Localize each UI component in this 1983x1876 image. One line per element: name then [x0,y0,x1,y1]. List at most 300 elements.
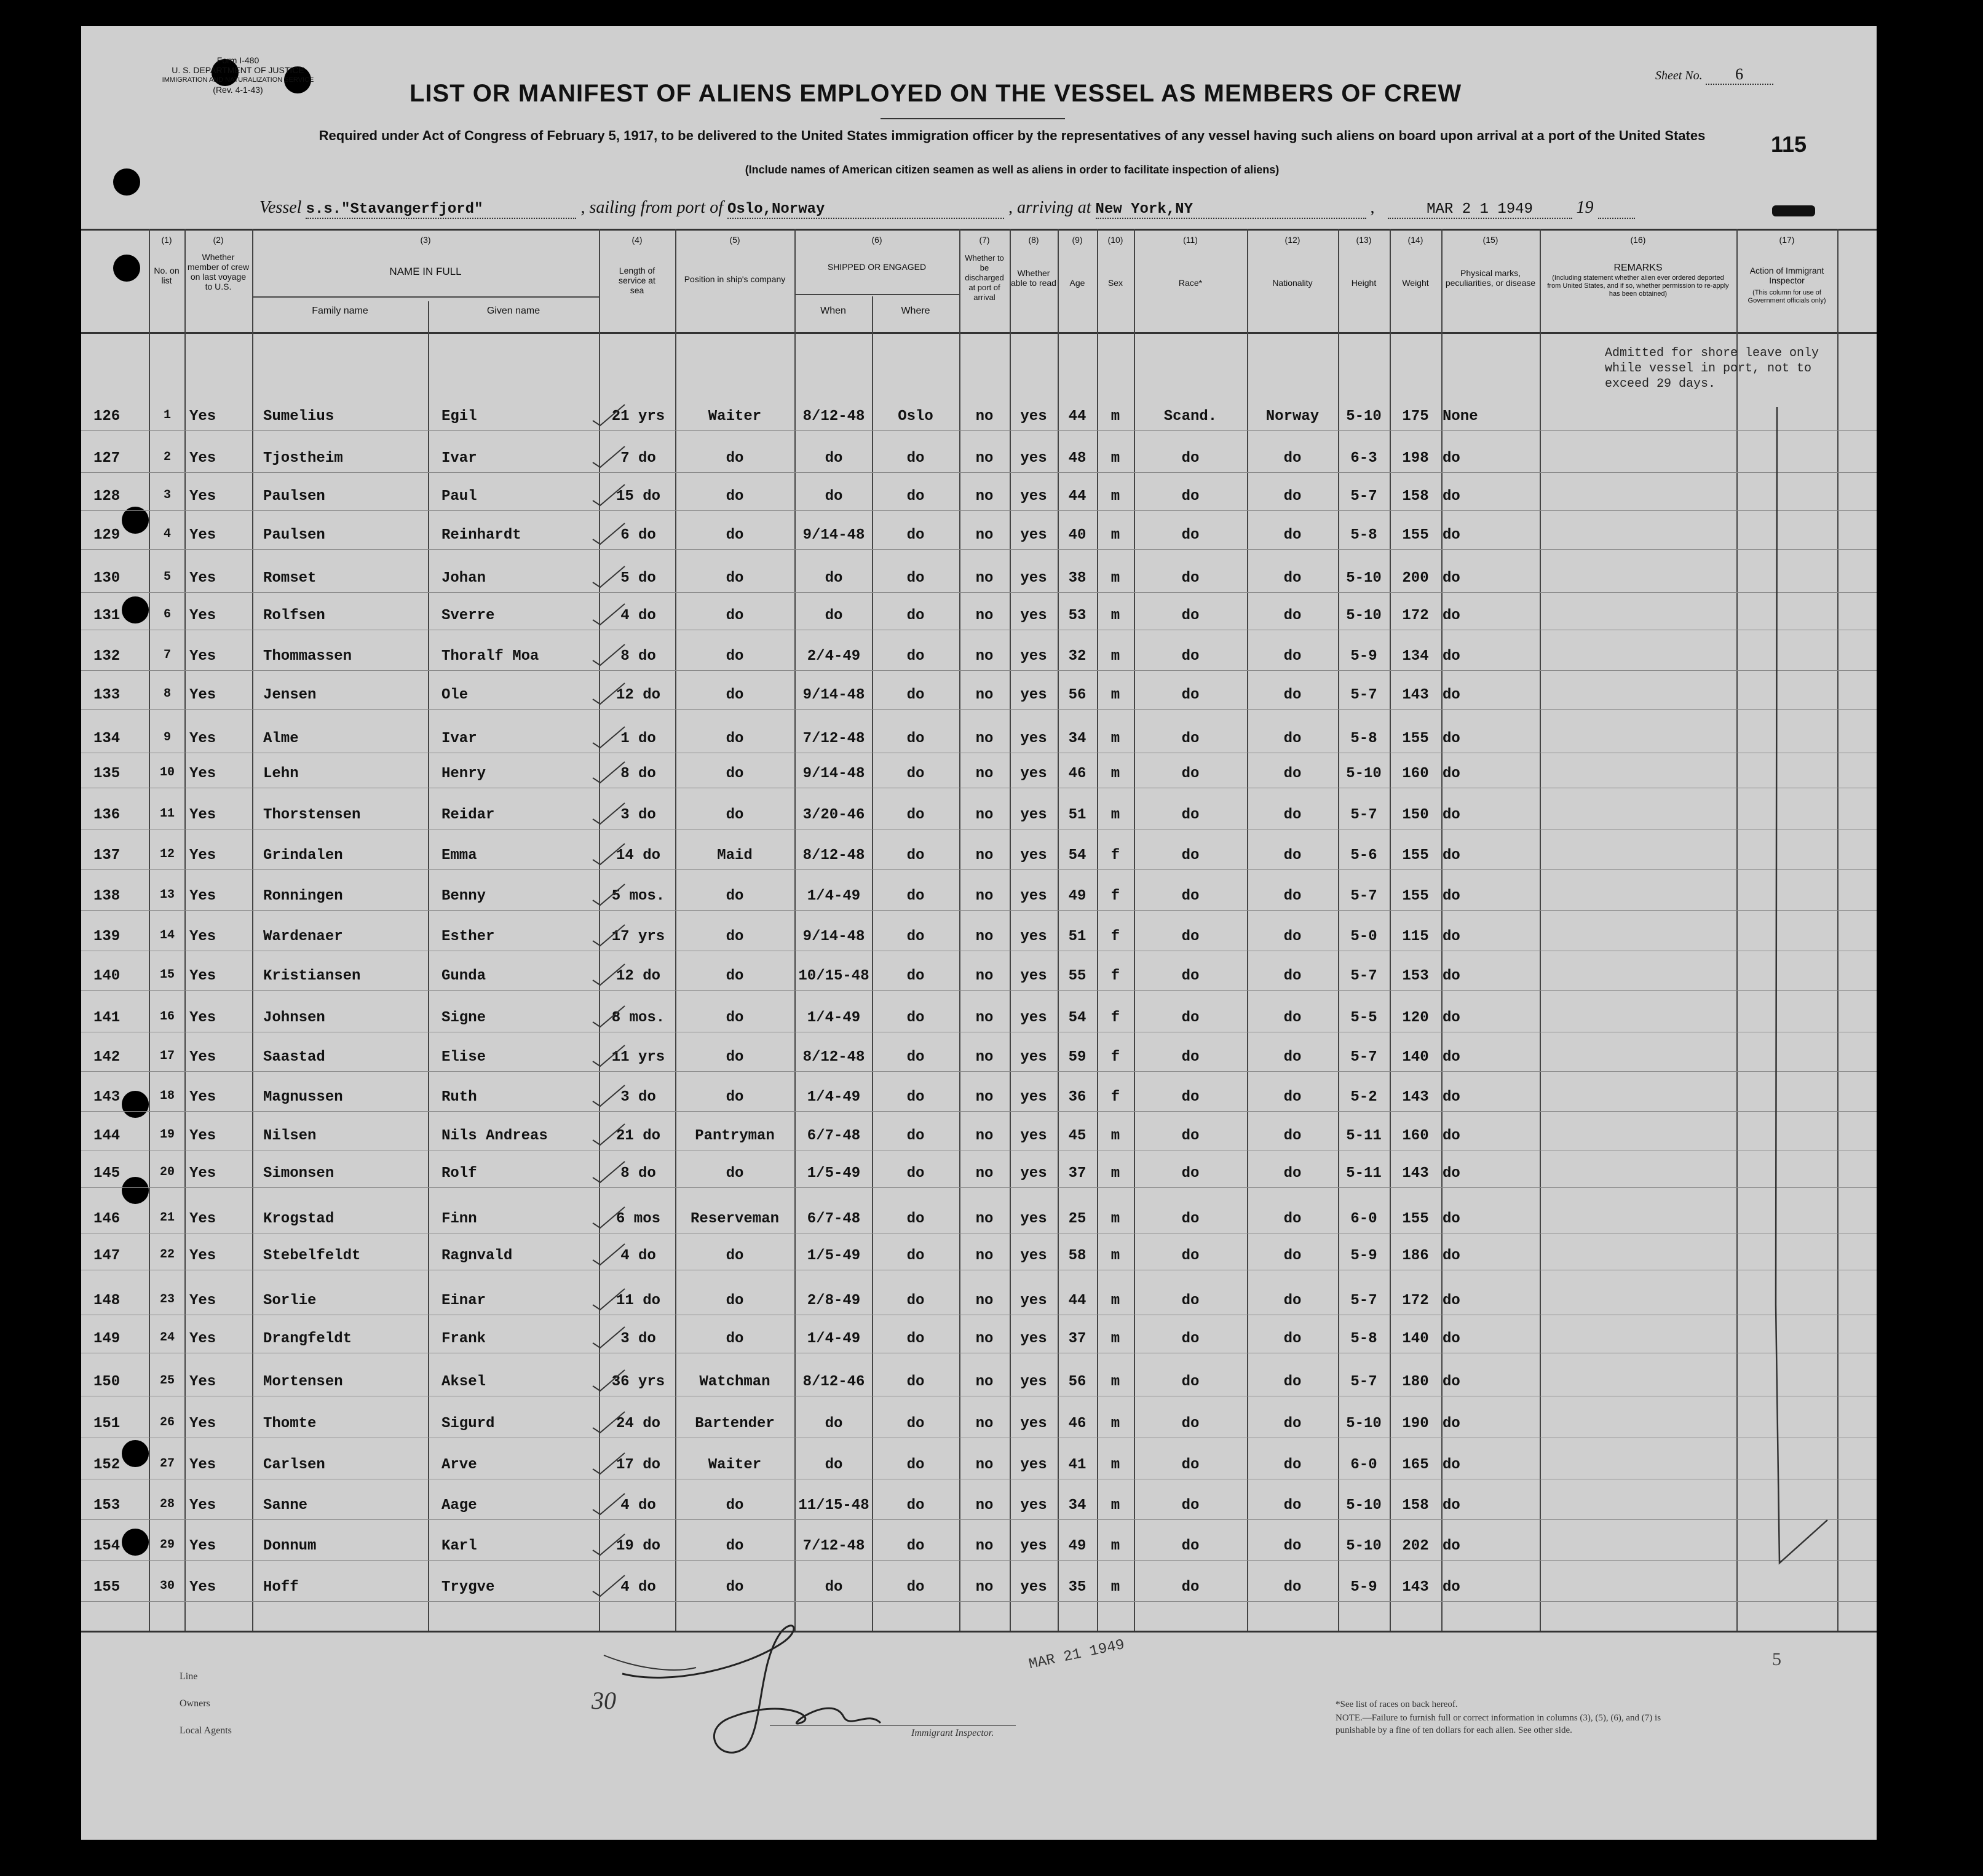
arrival-date: MAR 2 1 1949 [1388,201,1572,219]
cell-given-name: Elise [441,1049,486,1066]
cell-discharged: no [975,1374,994,1390]
sheet-number [1655,65,1773,85]
cell-no-on-list: 24 [159,1331,175,1345]
cell-length-of-service: 3 do [620,807,656,823]
cell-height: 5-11 [1346,1128,1382,1144]
punch-hole [122,1440,149,1467]
cell-shipped-when: 8/12-48 [802,408,865,425]
cell-discharged: no [975,1292,994,1309]
cell-physical-marks: do [1443,450,1460,467]
cell-sex: m [1110,570,1120,587]
cell-weight: 158 [1402,488,1429,505]
cell-prev-voyage: Yes [189,1128,216,1144]
cell-able-to-read: yes [1020,730,1047,747]
check-tick [590,1003,627,1028]
cell-race: do [1181,1457,1200,1473]
cell-position: Maid [717,847,753,864]
cell-position: do [726,968,744,984]
col-17-note: (This column for use of Government officials only) [1747,289,1826,304]
cell-physical-marks: do [1443,1248,1460,1264]
cell-weight: 160 [1402,766,1429,782]
check-tick [590,1159,627,1184]
cell-age: 44 [1068,1292,1086,1309]
line-number: 142 [93,1049,121,1066]
cell-shipped-when: 8/12-46 [802,1374,865,1390]
cell-physical-marks: do [1443,1211,1460,1227]
cell-age: 48 [1068,450,1086,467]
cell-given-name: Paul [441,488,477,505]
cell-weight: 155 [1402,730,1429,747]
cell-shipped-where: do [906,1579,925,1596]
col-4-num: (4) [631,235,643,245]
row-rule [81,1187,1877,1188]
cell-position: do [726,928,744,945]
line-number: 149 [93,1331,121,1347]
cell-sex: f [1110,1049,1120,1066]
cell-given-name: Reinhardt [441,527,521,544]
cell-weight: 155 [1402,1211,1429,1227]
cell-height: 5-10 [1346,570,1382,587]
line-number: 141 [93,1010,121,1026]
cell-nationality: do [1283,527,1302,544]
cell-age: 45 [1068,1128,1086,1144]
cell-age: 46 [1068,766,1086,782]
cell-nationality: do [1283,450,1302,467]
cell-height: 5-10 [1346,1497,1382,1514]
cell-position: do [726,1538,744,1554]
inspector-label: Immigrant Inspector. [911,1728,994,1738]
line-number: 154 [93,1538,121,1554]
cell-shipped-where: do [906,888,925,904]
check-tick [590,1324,627,1349]
cell-shipped-where: do [906,570,925,587]
cell-given-name: Henry [441,766,486,782]
cell-prev-voyage: Yes [189,648,216,665]
cell-able-to-read: yes [1020,608,1047,624]
cell-sex: m [1110,450,1120,467]
cell-race: do [1181,1331,1200,1347]
table-bottom-rule [81,1631,1877,1633]
cell-family-name: Thommassen [263,648,352,665]
cell-position: Waiter [708,1457,762,1473]
cell-prev-voyage: Yes [189,807,216,823]
crew-count: 30 [592,1687,616,1714]
check-tick [590,402,627,427]
line-number: 130 [93,570,121,587]
cell-given-name: Reidar [441,807,495,823]
inspector-check-mark [1735,370,1846,1588]
cell-race: do [1181,648,1200,665]
cell-discharged: no [975,1089,994,1106]
cell-length-of-service: 6 do [620,527,656,544]
sailing-label: , sailing from port of [580,198,723,217]
cell-able-to-read: yes [1020,1165,1047,1182]
cell-given-name: Ragnvald [441,1248,513,1264]
sheet-number-value: 6 [1706,65,1773,85]
line-number: 144 [93,1128,121,1144]
cell-prev-voyage: Yes [189,488,216,505]
cell-family-name: Alme [263,730,299,747]
cell-weight: 180 [1402,1374,1429,1390]
cell-no-on-list: 5 [163,570,171,584]
cell-prev-voyage: Yes [189,1538,216,1554]
cell-shipped-when: 1/4-49 [807,1331,861,1347]
cell-nationality: do [1283,730,1302,747]
cell-age: 49 [1068,1538,1086,1554]
cell-physical-marks: do [1443,1497,1460,1514]
cell-no-on-list: 9 [163,730,171,745]
cell-prev-voyage: Yes [189,1374,216,1390]
cell-shipped-where: do [906,527,925,544]
col-17-label: Action of Immigrant Inspector [1749,266,1824,285]
cell-physical-marks: do [1443,968,1460,984]
cell-nationality: do [1283,648,1302,665]
cell-race: do [1181,730,1200,747]
cell-able-to-read: yes [1020,687,1047,703]
owners-label: Owners [180,1698,210,1709]
check-tick [590,1286,627,1311]
cell-prev-voyage: Yes [189,1165,216,1182]
cell-sex: f [1110,888,1120,904]
cell-height: 5-8 [1350,730,1377,747]
cell-position: do [726,730,744,747]
cell-given-name: Egil [441,408,477,425]
inspector-line [770,1725,1016,1726]
cell-physical-marks: do [1443,1331,1460,1347]
col-6-where-label: Where [901,306,930,316]
cell-able-to-read: yes [1020,1128,1047,1144]
cell-discharged: no [975,1579,994,1596]
cell-shipped-where: do [906,1415,925,1432]
row-rule [81,1519,1877,1520]
cell-given-name: Emma [441,847,477,864]
cell-position: do [726,648,744,665]
cell-able-to-read: yes [1020,1089,1047,1106]
cell-shipped-when: do [825,450,843,467]
cell-discharged: no [975,1049,994,1066]
row-rule [81,990,1877,991]
cell-nationality: do [1283,687,1302,703]
cell-sex: f [1110,847,1120,864]
cell-prev-voyage: Yes [189,1457,216,1473]
check-tick [590,1532,627,1556]
cell-weight: 158 [1402,1497,1429,1514]
cell-physical-marks: do [1443,608,1460,624]
col-6-num: (6) [871,235,882,245]
cell-height: 5-7 [1350,488,1377,505]
punch-hole [122,1091,149,1118]
cell-family-name: Ronningen [263,888,343,904]
cell-no-on-list: 20 [159,1165,175,1179]
cell-shipped-where: do [906,1538,925,1554]
check-tick [590,1491,627,1516]
cell-race: do [1181,450,1200,467]
col-3-num: (3) [420,235,431,245]
cell-prev-voyage: Yes [189,730,216,747]
cell-nationality: do [1283,1211,1302,1227]
cell-sex: m [1110,408,1120,425]
line-number: 145 [93,1165,121,1182]
cell-race: do [1181,1374,1200,1390]
vessel-line: Vessel s.s."Stavangerfjord" , sailing from port of Oslo,Norway , arriving at New York,NY , MAR 2 1 1949 19 [259,198,1635,219]
cell-weight: 140 [1402,1331,1429,1347]
cell-shipped-when: 7/12-48 [802,730,865,747]
race-note: *See list of races on back hereof. [1336,1700,1458,1709]
cell-no-on-list: 15 [159,968,175,982]
col-7-label: Whether to be discharged at port of arrival [965,253,1004,302]
cell-discharged: no [975,1165,994,1182]
cell-family-name: Sumelius [263,408,334,425]
cell-prev-voyage: Yes [189,450,216,467]
cell-discharged: no [975,968,994,984]
cell-age: 40 [1068,527,1086,544]
cell-no-on-list: 25 [159,1374,175,1388]
cell-no-on-list: 29 [159,1538,175,1552]
cell-sex: m [1110,1415,1120,1432]
cell-able-to-read: yes [1020,1248,1047,1264]
cell-prev-voyage: Yes [189,527,216,544]
cell-nationality: do [1283,1165,1302,1182]
cell-age: 32 [1068,648,1086,665]
cell-weight: 155 [1402,847,1429,864]
col-10-label: Sex [1107,278,1123,288]
cell-race: do [1181,766,1200,782]
cell-able-to-read: yes [1020,570,1047,587]
cell-shipped-where: do [906,928,925,945]
cell-family-name: Magnussen [263,1089,343,1106]
cell-prev-voyage: Yes [189,1579,216,1596]
cell-weight: 155 [1402,527,1429,544]
line-number: 134 [93,730,121,747]
cell-age: 56 [1068,1374,1086,1390]
cell-nationality: do [1283,1457,1302,1473]
check-tick [590,1367,627,1392]
cell-able-to-read: yes [1020,648,1047,665]
cell-race: do [1181,608,1200,624]
cell-length-of-service: 3 do [620,1331,656,1347]
cell-shipped-where: do [906,968,925,984]
cell-length-of-service: 4 do [620,1497,656,1514]
check-tick [590,882,627,906]
date-stamp: MAR 21 1949 [1027,1636,1126,1674]
cell-height: 5-10 [1346,1415,1382,1432]
cell-length-of-service: 17 yrs [611,928,665,945]
cell-physical-marks: do [1443,648,1460,665]
line-number: 140 [93,968,121,984]
cell-sex: m [1110,1538,1120,1554]
check-tick [590,1573,627,1597]
cell-age: 46 [1068,1415,1086,1432]
cell-discharged: no [975,1497,994,1514]
cell-no-on-list: 22 [159,1248,175,1262]
cell-race: do [1181,888,1200,904]
cell-length-of-service: 8 do [620,766,656,782]
cell-discharged: no [975,608,994,624]
cell-family-name: Tjostheim [263,450,343,467]
cell-prev-voyage: Yes [189,1497,216,1514]
cell-family-name: Thomte [263,1415,317,1432]
cell-sex: m [1110,1331,1120,1347]
check-tick [590,444,627,469]
line-number: 136 [93,807,121,823]
cell-physical-marks: do [1443,1538,1460,1554]
line-number: 146 [93,1211,121,1227]
cell-shipped-when: 6/7-48 [807,1211,861,1227]
punch-hole [122,1529,149,1556]
cell-race: do [1181,847,1200,864]
cell-nationality: Norway [1265,408,1320,425]
cell-prev-voyage: Yes [189,968,216,984]
col-14-label: Weight [1402,278,1429,288]
cell-sex: m [1110,687,1120,703]
line-number: 131 [93,608,121,624]
cell-given-name: Finn [441,1211,477,1227]
line-number: 128 [93,488,121,505]
col-6-when-label: When [820,306,846,316]
col-7-num: (7) [979,235,990,245]
cell-shipped-when: do [825,1579,843,1596]
cell-given-name: Ole [441,687,469,703]
cell-discharged: no [975,570,994,587]
title-rule [881,118,1065,119]
cell-position: do [726,450,744,467]
cell-nationality: do [1283,968,1302,984]
cell-shipped-where: do [906,1089,925,1106]
cell-length-of-service: 4 do [620,1579,656,1596]
line-number: 143 [93,1089,121,1106]
cell-length-of-service: 8 do [620,1165,656,1182]
cell-age: 34 [1068,730,1086,747]
check-tick [590,601,627,626]
cell-shipped-when: 11/15-48 [798,1497,869,1514]
cell-given-name: Arve [441,1457,477,1473]
cell-length-of-service: 3 do [620,1089,656,1106]
cell-weight: 198 [1402,450,1429,467]
page-title: LIST OR MANIFEST OF ALIENS EMPLOYED ON THE VESSEL AS MEMBERS OF CREW [410,80,1462,107]
punch-hole [113,168,140,196]
cell-no-on-list: 19 [159,1128,175,1142]
arriving-label: , arriving at [1008,198,1091,217]
cell-shipped-when: 1/5-49 [807,1248,861,1264]
cell-position: do [726,807,744,823]
check-tick [590,724,627,749]
cell-nationality: do [1283,1128,1302,1144]
cell-length-of-service: 4 do [620,1248,656,1264]
cell-given-name: Johan [441,570,486,587]
cell-family-name: Nilsen [263,1128,317,1144]
cell-family-name: Thorstensen [263,807,361,823]
cell-age: 51 [1068,928,1086,945]
check-tick [590,681,627,705]
cell-height: 6-3 [1350,450,1377,467]
cell-shipped-where: do [906,488,925,505]
cell-weight: 143 [1402,687,1429,703]
cell-shipped-where: do [906,766,925,782]
cell-height: 5-10 [1346,608,1382,624]
col-1-num: (1) [161,235,172,245]
cell-able-to-read: yes [1020,1538,1047,1554]
cell-physical-marks: do [1443,888,1460,904]
cell-physical-marks: do [1443,766,1460,782]
cell-height: 5-8 [1350,1331,1377,1347]
cell-discharged: no [975,888,994,904]
cell-family-name: Johnsen [263,1010,325,1026]
cell-age: 37 [1068,1165,1086,1182]
cell-position: do [726,1089,744,1106]
cell-shipped-where: do [906,1331,925,1347]
cell-length-of-service: 6 mos [615,1211,660,1227]
cell-prev-voyage: Yes [189,1248,216,1264]
cell-physical-marks: do [1443,847,1460,864]
cell-no-on-list: 12 [159,847,175,861]
cell-weight: 115 [1402,928,1429,945]
cell-shipped-where: do [906,1165,925,1182]
cell-shipped-when: do [825,1415,843,1432]
cell-given-name: Einar [441,1292,486,1309]
cell-nationality: do [1283,766,1302,782]
cell-prev-voyage: Yes [189,766,216,782]
cell-length-of-service: 7 do [620,450,656,467]
col-11-num: (11) [1183,235,1198,245]
cell-able-to-read: yes [1020,928,1047,945]
cell-weight: 140 [1402,1049,1429,1066]
cell-nationality: do [1283,1089,1302,1106]
row-rule [81,709,1877,710]
cell-height: 6-0 [1350,1211,1377,1227]
cell-shipped-where: do [906,1497,925,1514]
row-rule [81,592,1877,593]
cell-position: do [726,1248,744,1264]
check-tick [590,1043,627,1067]
col-16-note: (Including statement whether alien ever ordered deported from United States, and if so, whether permission to re-apply has been obtained) [1547,274,1729,298]
col-13-label: Height [1351,278,1377,288]
cell-given-name: Aage [441,1497,477,1514]
line-number: 152 [93,1457,121,1473]
line-number: 132 [93,648,121,665]
cell-age: 44 [1068,488,1086,505]
cell-age: 55 [1068,968,1086,984]
cell-family-name: Sorlie [263,1292,317,1309]
cell-prev-voyage: Yes [189,687,216,703]
cell-height: 6-0 [1350,1457,1377,1473]
cell-weight: 143 [1402,1579,1429,1596]
cell-given-name: Sverre [441,608,495,624]
cell-weight: 150 [1402,807,1429,823]
cell-discharged: no [975,1211,994,1227]
cell-position: do [726,687,744,703]
cell-physical-marks: do [1443,928,1460,945]
cell-physical-marks: do [1443,1374,1460,1390]
cell-position: do [726,1579,744,1596]
cell-shipped-when: 2/8-49 [807,1292,861,1309]
cell-family-name: Krogstad [263,1211,334,1227]
col-4-label: Length of service at sea [619,266,655,295]
cell-race: do [1181,1010,1200,1026]
row-rule [81,910,1877,911]
cell-given-name: Trygve [441,1579,495,1596]
line-number: 139 [93,928,121,945]
cell-sex: m [1110,1211,1120,1227]
cell-shipped-where: do [906,687,925,703]
cell-age: 37 [1068,1331,1086,1347]
cell-discharged: no [975,1457,994,1473]
cell-no-on-list: 27 [159,1457,175,1471]
cell-age: 58 [1068,1248,1086,1264]
cell-weight: 160 [1402,1128,1429,1144]
cell-family-name: Carlsen [263,1457,325,1473]
cell-age: 35 [1068,1579,1086,1596]
cell-height: 5-7 [1350,968,1377,984]
